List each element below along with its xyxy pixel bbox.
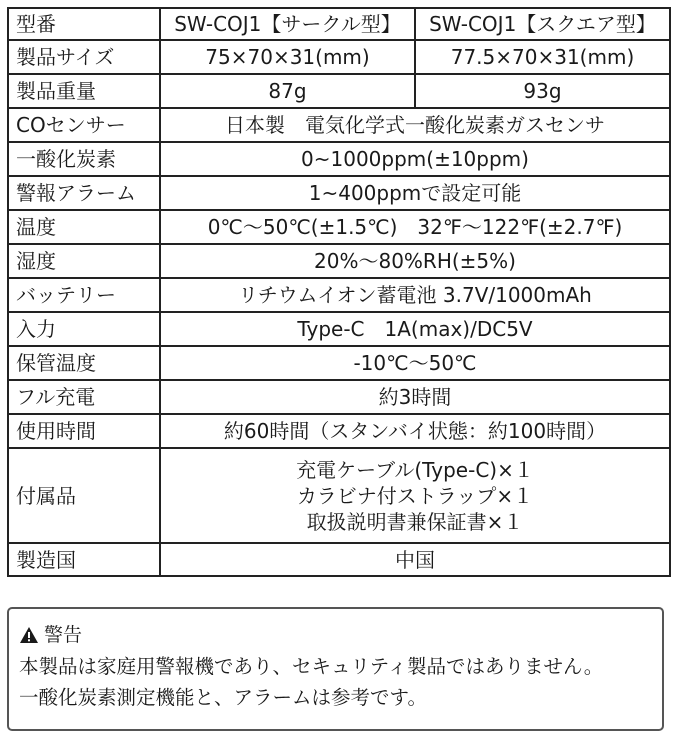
size-label: 製品サイズ — [8, 40, 160, 74]
accessories-line: カラビナ付ストラップ×１ — [296, 483, 534, 508]
accessories-label: 付属品 — [8, 448, 160, 543]
warning-triangle-icon — [19, 626, 39, 644]
spec-row-alarm — [8, 176, 670, 210]
size-square-value: 77.5×70×31(mm) — [415, 40, 670, 74]
accessories-line: 取扱説明書兼保証書×１ — [306, 509, 524, 534]
sensor-label: COセンサー — [8, 108, 160, 142]
charge-label: フル充電 — [8, 380, 160, 414]
sensor-value: 日本製 電気化学式一酸化炭素ガスセンサ — [160, 108, 670, 142]
battery-value: リチウムイオン蓄電池 3.7V/1000mAh — [160, 278, 670, 312]
input-value: Type-C 1A(max)/DC5V — [160, 312, 670, 346]
storage-label: 保管温度 — [8, 346, 160, 380]
battery-label: バッテリー — [8, 278, 160, 312]
co-label: 一酸化炭素 — [8, 142, 160, 176]
origin-label: 製造国 — [8, 543, 160, 576]
temperature-value: 0℃～50℃(±1.5℃) 32℉～122℉(±2.7℉) — [160, 210, 670, 244]
warning-box — [7, 607, 664, 731]
alarm-label: 警報アラーム — [8, 176, 160, 210]
spec-row-charge — [8, 380, 670, 414]
usage-label: 使用時間 — [8, 414, 160, 448]
spec-row-usage — [8, 414, 670, 448]
model-label: 型番 — [8, 8, 160, 40]
spec-row-storage — [8, 346, 670, 380]
warning-heading — [19, 623, 662, 647]
spec-row-co — [8, 142, 670, 176]
warning-text-line: 本製品は家庭用警報機であり、セキュリティ製品ではありません。 — [19, 655, 604, 678]
warning-text-line: 一酸化炭素測定機能と、アラームは参考です。 — [19, 686, 427, 709]
alarm-value: 1~400ppmで設定可能 — [160, 176, 670, 210]
size-circle-value: 75×70×31(mm) — [160, 40, 415, 74]
co-value: 0~1000ppm(±10ppm) — [160, 142, 670, 176]
spec-row-humidity — [8, 244, 670, 278]
storage-value: -10℃～50℃ — [160, 346, 670, 380]
spec-row-weight — [8, 74, 670, 108]
weight-label: 製品重量 — [8, 74, 160, 108]
accessories-line: 充電ケーブル(Type-C)×１ — [296, 457, 534, 482]
spec-row-model — [8, 8, 670, 40]
weight-circle-value: 87g — [160, 74, 415, 108]
model-square-value: SW-COJ1【スクエア型】 — [415, 8, 670, 40]
accessories-value — [160, 448, 670, 543]
input-label: 入力 — [8, 312, 160, 346]
usage-value: 約60時間（スタンバイ状態：約100時間） — [160, 414, 670, 448]
spec-row-size — [8, 40, 670, 74]
spec-row-temperature — [8, 210, 670, 244]
spec-row-accessories — [8, 448, 670, 543]
charge-value: 約3時間 — [160, 380, 670, 414]
model-circle-value: SW-COJ1【サークル型】 — [160, 8, 415, 40]
spec-row-battery — [8, 278, 670, 312]
spec-table — [7, 7, 671, 577]
spec-row-origin — [8, 543, 670, 576]
temperature-label: 温度 — [8, 210, 160, 244]
warning-title: 警告 — [44, 624, 83, 646]
humidity-value: 20%～80%RH(±5%) — [160, 244, 670, 278]
spec-row-input — [8, 312, 670, 346]
origin-value: 中国 — [160, 543, 670, 576]
spec-row-sensor — [8, 108, 670, 142]
humidity-label: 湿度 — [8, 244, 160, 278]
weight-square-value: 93g — [415, 74, 670, 108]
